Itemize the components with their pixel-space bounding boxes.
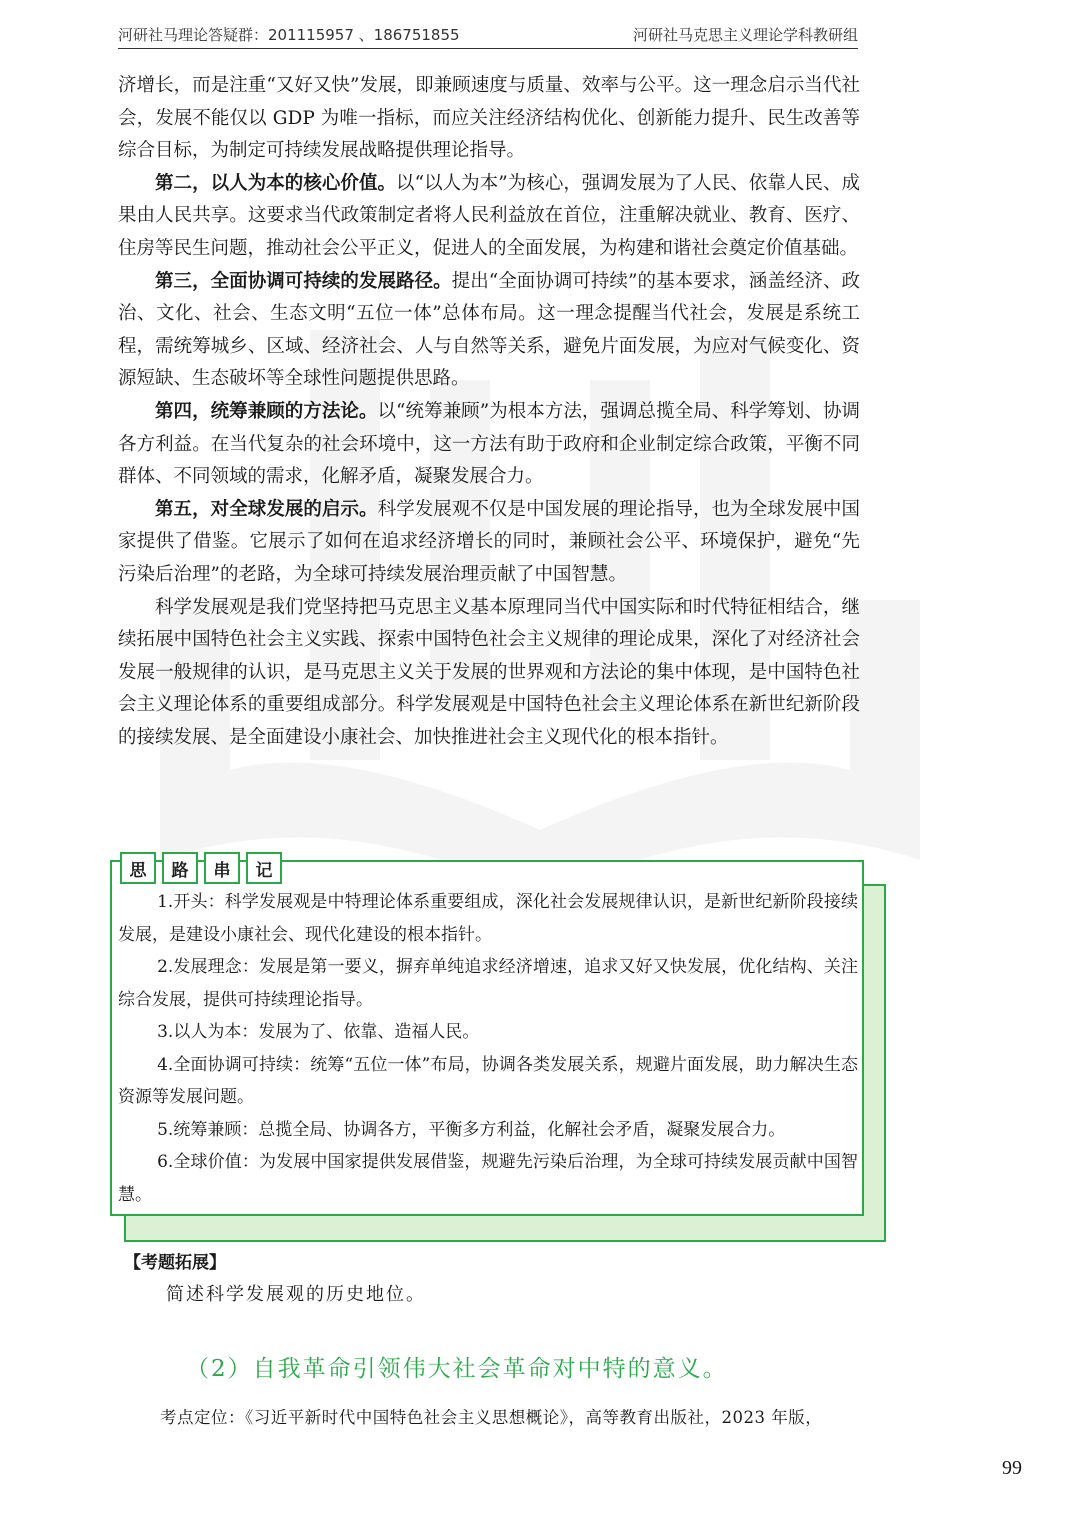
summary-item: 4.全面协调可持续：统筹“五位一体”布局，协调各类发展关系，规避片面发展，助力解决生态资源等发展问题。 <box>118 1054 858 1107</box>
point-2-body: 以“以人为本”为核心，强调发展为了人民、依靠人民、成果由人民共享。这要求当代政策制定者将人民利益放在首位，注重解决就业、教育、医疗、住房等民生问题，推动社会公平正义，促进人的全面发展，为构建和谐社会奠定价值基础。 <box>118 172 860 259</box>
header-left: 河研社马理论答疑群：201115957 、186751855 <box>118 26 460 44</box>
summary-tag: 思 <box>120 852 156 884</box>
paragraph-continued: 济增长，而是注重“又好又快”发展，即兼顾速度与质量、效率与公平。这一理念启示当代社会，发展不能仅以 GDP 为唯一指标，而应关注经济结构优化、创新能力提升、民生改善等综合目标，为制定可持续发展战略提供理论指导。 <box>118 75 860 162</box>
main-text <box>118 70 860 754</box>
page-number: 99 <box>1002 1457 1022 1479</box>
header-right: 河研社马克思主义理论学科教研组 <box>632 26 858 44</box>
point-4-body: 以“统筹兼顾”为根本方法，强调总揽全局、科学筹划、协调各方利益。在当代复杂的社会环境中，这一方法有助于政府和企业制定综合政策，平衡不同群体、不同领域的需求，化解矛盾，凝聚发展合力。 <box>118 400 860 488</box>
summary-list <box>118 886 858 1211</box>
summary-tag: 串 <box>204 852 240 884</box>
summary-tag: 路 <box>162 852 198 884</box>
summary-item: 2.发展理念：发展是第一要义，摒弃单纯追求经济增速，追求又好又快发展，优化结构、关注综合发展，提供可持续理论指导。 <box>118 957 858 1010</box>
section-heading: （2）自我革命引领伟大社会革命对中特的意义。 <box>186 1356 728 1382</box>
paragraph-conclusion: 科学发展观是我们党坚持把马克思主义基本原理同当代中国实际和时代特征相结合，继续拓展中国特色社会主义实践、探索中国特色社会主义规律的理论成果，深化了对经济社会发展一般规律的认识，是马克思主义关于发展的世界观和方法论的集中体现，是中国特色社会主义理论体系的重要组成部分。科学发展观是中国特色社会主义理论体系在新世纪新阶段的接续发展、是全面建设小康社会、加快推进社会主义现代化的根本指针。 <box>118 596 860 748</box>
extension-title: 【考题拓展】 <box>124 1253 226 1273</box>
point-4-heading: 第四，统筹兼顾的方法论。 <box>155 400 378 422</box>
summary-item: 5.统筹兼顾：总揽全局、协调各方，平衡多方利益，化解社会矛盾，凝聚发展合力。 <box>157 1119 786 1140</box>
summary-item: 3.以人为本：发展为了、依靠、造福人民。 <box>157 1022 480 1042</box>
paragraph-point-2 <box>118 168 860 266</box>
extension-question: 简述科学发展观的历史地位。 <box>166 1284 426 1305</box>
point-5-heading: 第五，对全球发展的启示。 <box>155 498 378 520</box>
point-5-body: 科学发展观不仅是中国发展的理论指导，也为全球发展中国家提供了借鉴。它展示了如何在追求经济增长的同时，兼顾社会公平、环境保护，避免“先污染后治理”的老路，为全球可持续发展治理贡献了中国智慧。 <box>118 498 860 585</box>
exam-point-reference: 考点定位：《习近平新时代中国特色社会主义思想概论》，高等教育出版社，2023 年版， <box>160 1408 823 1427</box>
summary-tag: 记 <box>246 852 282 884</box>
summary-item: 6.全球价值：为发展中国家提供发展借鉴，规避先污染后治理，为全球可持续发展贡献中国智慧。 <box>118 1152 858 1205</box>
paragraph-point-5 <box>118 494 860 592</box>
point-3-body: 提出“全面协调可持续”的基本要求，涵盖经济、政治、文化、社会、生态文明“五位一体”总体布局。这一理念提醒当代社会，发展是系统工程，需统筹城乡、区域、经济社会、人与自然等关系，避免片面发展，为应对气候变化、资源短缺、生态破坏等全球性问题提供思路。 <box>118 270 860 390</box>
point-2-heading: 第二，以人为本的核心价值。 <box>155 172 397 194</box>
point-3-heading: 第三，全面协调可持续的发展路径。 <box>155 270 452 292</box>
summary-tags <box>120 852 282 884</box>
paragraph-point-4 <box>118 396 860 494</box>
summary-item: 1.开头：科学发展观是中特理论体系重要组成，深化社会发展规律认识，是新世纪新阶段接续发展，是建设小康社会、现代化建设的根本指针。 <box>118 892 858 945</box>
page-header <box>118 22 858 49</box>
paragraph-point-3 <box>118 266 860 396</box>
